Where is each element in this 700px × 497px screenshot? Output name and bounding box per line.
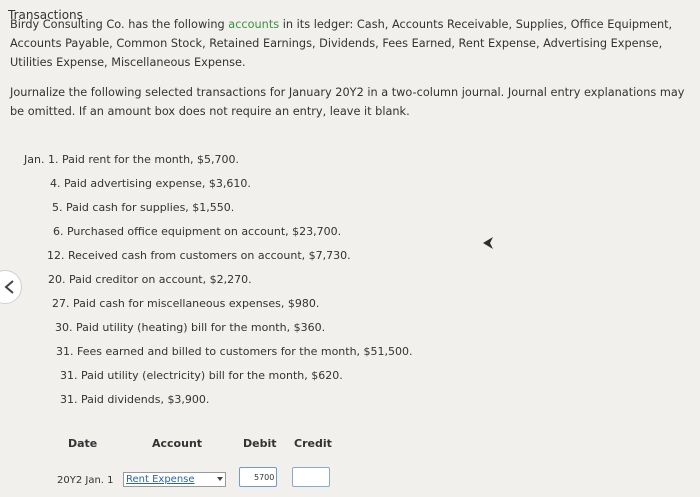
mouse-cursor-icon bbox=[482, 236, 494, 250]
header-title: Transactions bbox=[8, 8, 83, 22]
transaction-item: 30. Paid utility (heating) bill for the month, $360. bbox=[55, 321, 326, 334]
date-column-header: Date bbox=[68, 437, 98, 450]
chevron-down-icon bbox=[217, 477, 223, 481]
transaction-item: 12. Received cash from customers on account, $7,730. bbox=[47, 249, 351, 262]
journal-row-date: 20Y2 Jan. 1 bbox=[57, 475, 114, 486]
account-column-header: Account bbox=[152, 437, 203, 450]
transaction-item: 31. Paid dividends, $3,900. bbox=[60, 393, 210, 406]
accounts-link[interactable]: accounts bbox=[228, 18, 280, 31]
transaction-item: 5. Paid cash for supplies, $1,550. bbox=[52, 201, 235, 214]
instructions-paragraph: Journalize the following selected transactions for January 20Y2 in a two-column journal. Journal entry explanations may be omitted. If an amount box does not require an entry, leave it blank. bbox=[10, 86, 685, 118]
transaction-item: 4. Paid advertising expense, $3,610. bbox=[50, 177, 251, 190]
transaction-item: 27. Paid cash for miscellaneous expenses, $980. bbox=[52, 297, 320, 310]
credit-amount-input[interactable] bbox=[292, 467, 330, 487]
back-button[interactable] bbox=[0, 270, 22, 304]
transaction-item: Jan. 1. Paid rent for the month, $5,700. bbox=[24, 153, 240, 166]
transaction-item: 6. Purchased office equipment on account, $23,700. bbox=[53, 225, 342, 238]
transaction-item: 20. Paid creditor on account, $2,270. bbox=[48, 273, 252, 286]
account-dropdown-value: Rent Expense bbox=[126, 474, 195, 485]
account-dropdown[interactable] bbox=[123, 472, 226, 487]
credit-column-header: Credit bbox=[294, 437, 332, 450]
transaction-item: 31. Paid utility (electricity) bill for the month, $620. bbox=[60, 369, 343, 382]
intro-paragraph: Birdy Consulting Co. has the following accounts in its ledger: Cash, Accounts Receivable, Supplies, Office Equipment, Accounts Payable, Common Stock, Retained Earnings, Dividends, Fees Earned, Rent Expense, Advertising Expense, Utilities Expense, Miscellaneous Expense. bbox=[10, 18, 673, 69]
debit-column-header: Debit bbox=[243, 437, 277, 450]
debit-amount-input[interactable]: 5700 bbox=[239, 467, 277, 487]
chevron-left-icon bbox=[3, 279, 15, 295]
transaction-item: 31. Fees earned and billed to customers for the month, $51,500. bbox=[56, 345, 413, 358]
